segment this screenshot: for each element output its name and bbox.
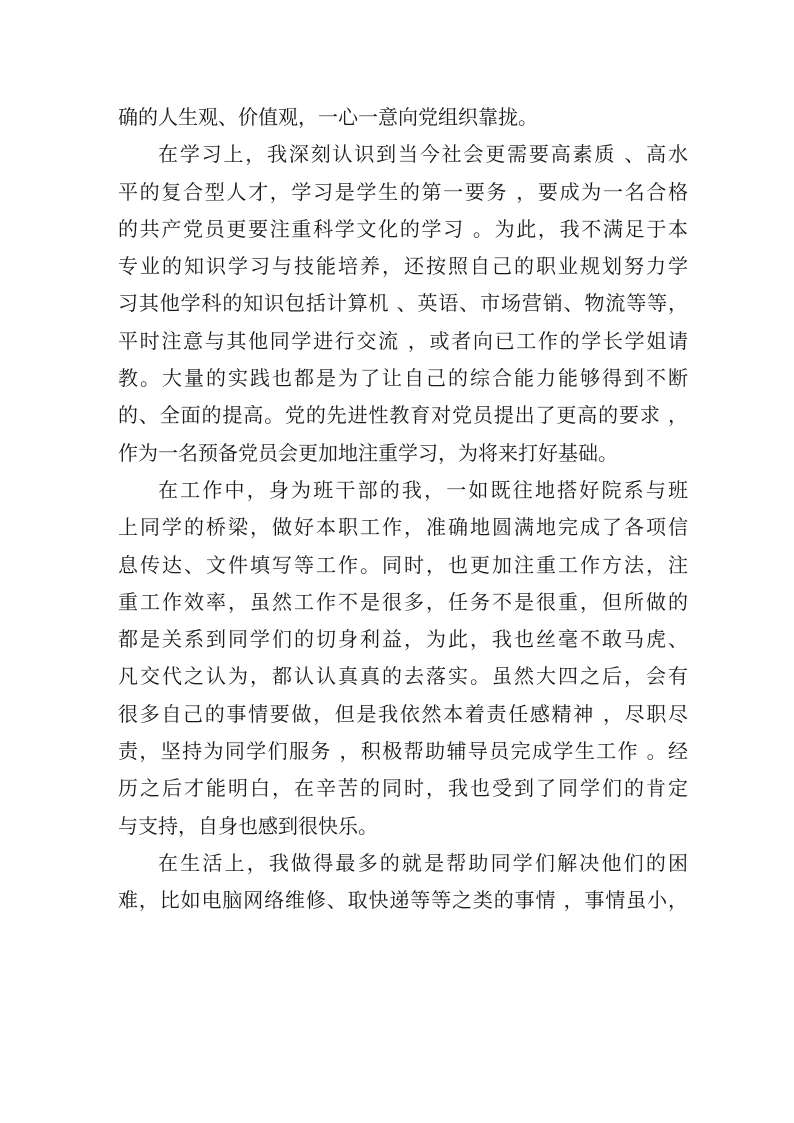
- body-text: [118, 99, 688, 920]
- text-line: 习其他学科的知识包括计算机 、英语、市场营销、物流等等，: [118, 291, 688, 316]
- text-line: 在工作中，身为班干部的我，一如既往地搭好院系与班: [158, 477, 688, 502]
- text-line: 确的人生观、价值观，一心一意向党组织靠拢。: [118, 105, 538, 129]
- text-line: 作为一名预备党员会更加地注重学习，为将来打好基础。: [118, 440, 618, 465]
- text-line: 在生活上，我做得最多的就是帮助同学们解决他们的困: [158, 850, 688, 875]
- text-line: 与支持，自身也感到很快乐。: [118, 813, 378, 838]
- text-line: 上同学的桥梁，做好本职工作，准确地圆满地完成了各项信: [118, 515, 688, 540]
- text-line: 责，坚持为同学们服务 ，积极帮助辅导员完成学生工作 。经: [118, 739, 688, 764]
- text-line: 很多自己的事情要做，但是我依然本着责任感精神 ，尽职尽: [118, 701, 688, 726]
- text-line: 平时注意与其他同学进行交流 ，或者向已工作的学长学姐请: [118, 328, 688, 353]
- text-line: 重工作效率，虽然工作不是很多，任务不是很重，但所做的: [118, 589, 688, 614]
- text-line: 息传达、文件填写等工作。同时，也更加注重工作方法，注: [118, 552, 688, 577]
- text-line: 历之后才能明白，在辛苦的同时，我也受到了同学们的肯定: [118, 776, 688, 801]
- text-line: 专业的知识学习与技能培养，还按照自己的职业规划努力学: [118, 254, 688, 279]
- text-line: 难，比如电脑网络维修、取快递等等之类的事情 ，事情虽小，: [118, 888, 688, 913]
- text-line: 凡交代之认为，都认认真真的去落实。虽然大四之后，会有: [118, 664, 688, 689]
- text-line: 在学习上，我深刻认识到当今社会更需要高素质 、高水: [158, 142, 688, 167]
- text-line: 平的复合型人才，学习是学生的第一要务 ，要成为一名合格: [118, 179, 688, 204]
- text-line: 的共产党员更要注重科学文化的学习 。为此，我不满足于本: [118, 216, 688, 241]
- text-line: 教。大量的实践也都是为了让自己的综合能力能够得到不断: [118, 366, 688, 391]
- text-line: 的、全面的提高。党的先进性教育对党员提出了更高的要求 ，: [118, 403, 688, 428]
- text-line: 都是关系到同学们的切身利益，为此，我也丝毫不敢马虎、: [118, 627, 688, 652]
